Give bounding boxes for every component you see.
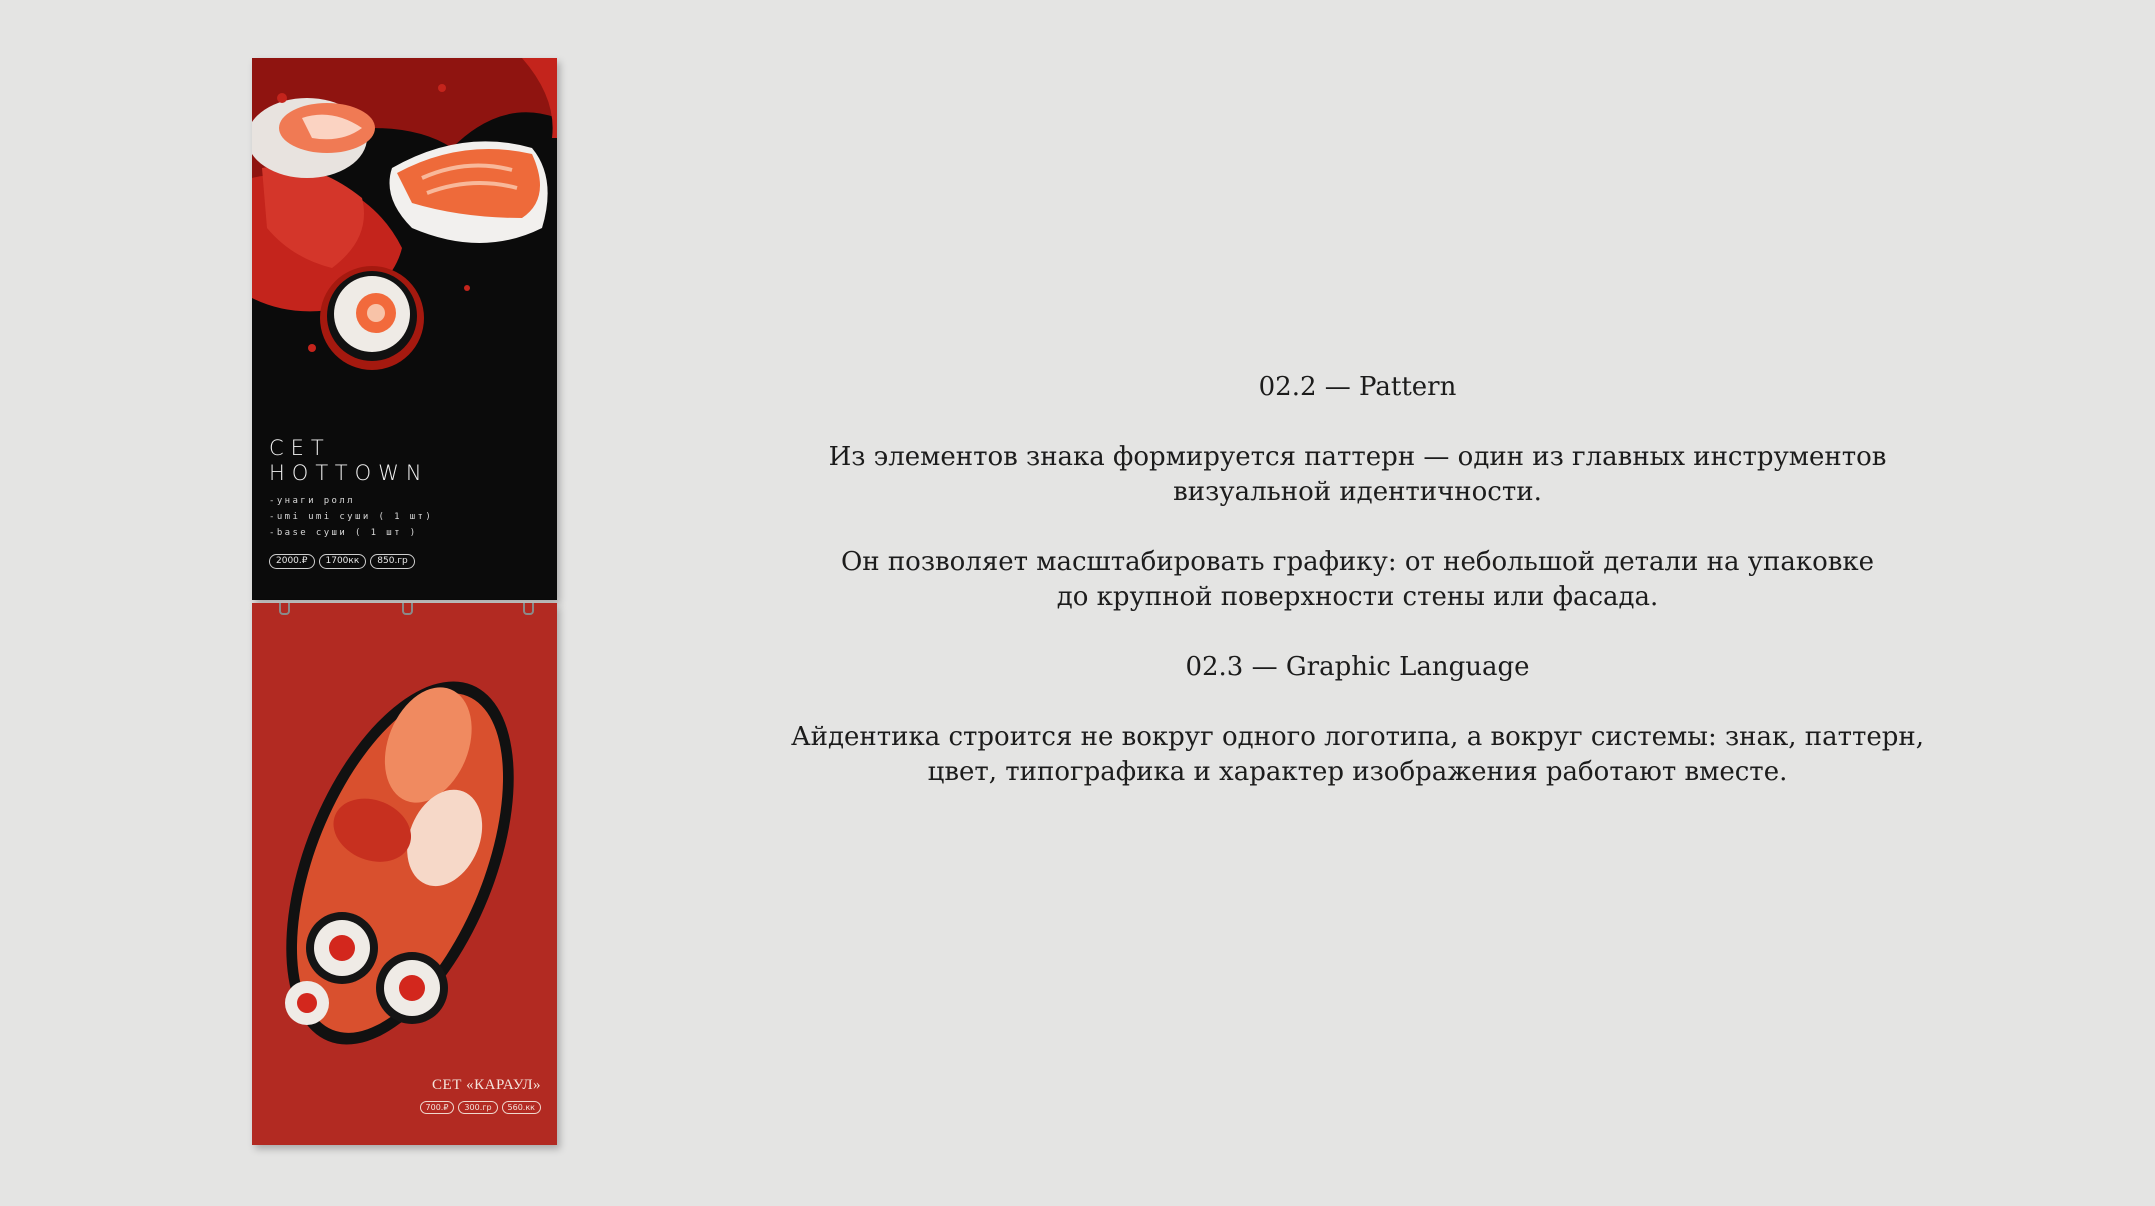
- set-items-list: [269, 493, 433, 541]
- set-item: -унаги ролл: [269, 496, 356, 506]
- price-pill: 2000.₽: [269, 554, 315, 569]
- set-item: -base суши ( 1 шт ): [269, 528, 418, 538]
- scaling-paragraph: Он позволяет масштабировать графику: от небольшой детали на упаковке до крупной поверхности стены или фасада.: [840, 547, 1875, 612]
- calories-pill: 560.кк: [502, 1101, 541, 1114]
- binder-ring: [279, 603, 290, 615]
- binder-ring: [523, 603, 534, 615]
- set-item: -umi umi суши ( 1 шт): [269, 512, 434, 522]
- price-row: [420, 1101, 541, 1114]
- identity-system-paragraph: Айдентика строится не вокруг одного логотипа, а вокруг системы: знак, паттерн, цвет, типографика и характер изображения работают вместе.: [790, 722, 1925, 787]
- menu-card-karaul: [252, 603, 557, 1145]
- menu-card-hottown: [252, 58, 557, 600]
- calories-pill: 1700кк: [319, 554, 367, 569]
- sushi-ellipse-photo: [252, 603, 557, 1145]
- binder-ring: [402, 603, 413, 615]
- graphic-language-heading: 02.3 — Graphic Language: [1185, 652, 1530, 682]
- set-title: СЕТ HOTTOWN: [269, 436, 429, 485]
- pattern-paragraph: Из элементов знака формируется паттерн — один из главных инструментов визуальной идентичности.: [828, 442, 1887, 507]
- price-pill: 700.₽: [420, 1101, 455, 1114]
- menu-mockup: [252, 58, 561, 1145]
- description-block: [740, 370, 1975, 790]
- weight-pill: 850.гр: [370, 554, 414, 569]
- pattern-heading: 02.2 — Pattern: [1258, 372, 1457, 402]
- price-row: [269, 554, 415, 569]
- weight-pill: 300.гр: [458, 1101, 497, 1114]
- karaul-set-title: СЕТ «КАРАУЛ»: [432, 1077, 541, 1093]
